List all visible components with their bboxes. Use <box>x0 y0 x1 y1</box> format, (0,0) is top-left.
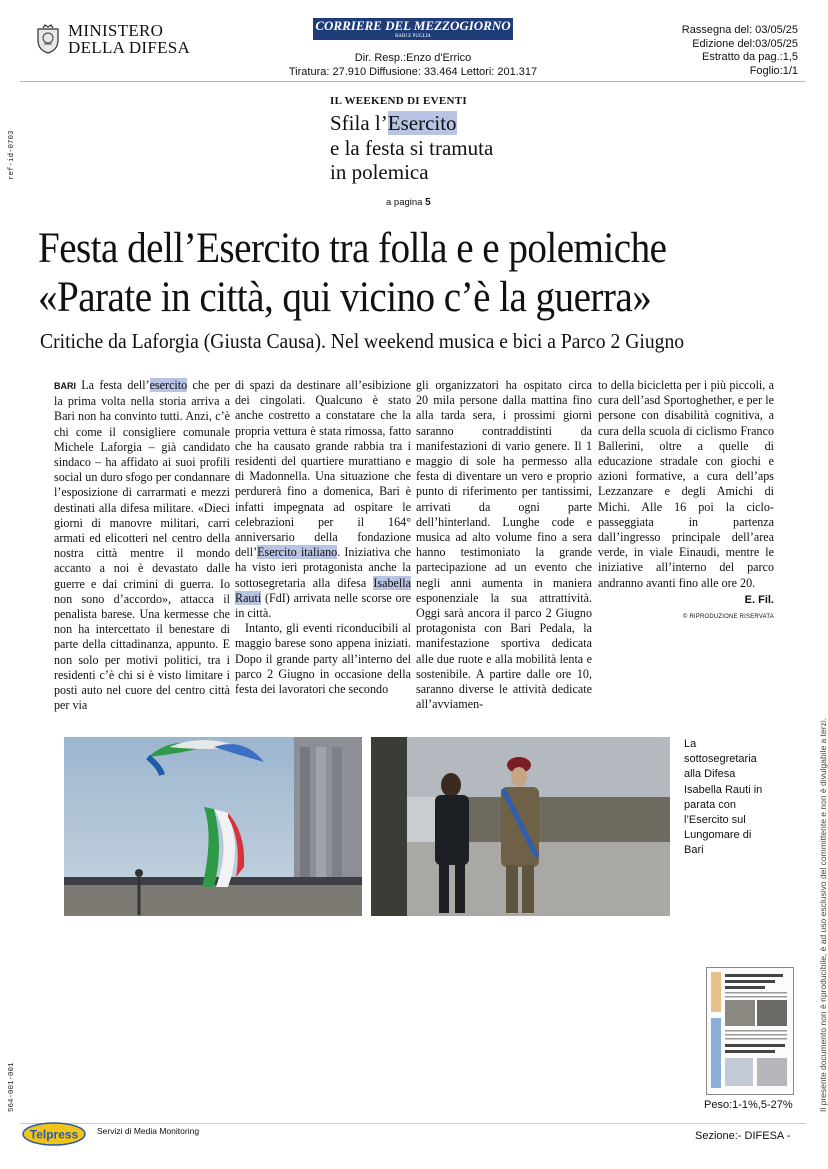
article-title-line1: Festa dell’Esercito tra folla e e polemiche <box>38 225 667 272</box>
page-thumbnail <box>706 967 794 1095</box>
photo-parachute-flag <box>64 737 362 916</box>
ministry-name <box>68 22 190 56</box>
teaser-headline <box>330 111 560 185</box>
masthead-subtitle: BARI E PUGLIA <box>395 34 431 39</box>
footer-divider <box>20 1123 806 1124</box>
page-reference <box>386 197 431 208</box>
meta-rassegna: Rassegna del: 03/05/25 <box>681 24 798 36</box>
c2-paragraph-2: Intanto, gli eventi riconducibili al maggio barese sono appena iniziati. Dopo il grande party all’interno del parco 2 Giugno in occasione della festa dei lavoratori che secondo <box>235 621 411 697</box>
c2-text-b: . Iniziativa che ha visto ieri protagonista anche la sottosegretaria alla difesa <box>235 545 411 590</box>
ministry-line2: DELLA DIFESA <box>68 38 191 57</box>
masthead-title: CORRIERE DEL MEZZOGIORNO <box>315 18 511 33</box>
c2-text-c: (FdI) arrivata nelle scorse ore in città. <box>235 590 411 621</box>
doc-id-label: 564-001-001 <box>8 1062 16 1112</box>
c4-text: to della bicicletta per i più piccoli, a cura dell’asd Sportoghether, e per le persone con disabilità cognitiva, a cura della scuola di ciclismo Franco Ballerini, oltre a quelle di educazione stradale con giochi e azioni formative, a cura dell’aps Lezzanzare e degli Amichi di Michi. Alle 16 poi la ciclo-passeggiata in partenza dall’ingresso principale dell’area verde, in viale Einaudi, mentre le iniziative all’interno del parco andranno avanti fino alle ore 20. <box>598 378 774 590</box>
page-reference-label: a pagina <box>386 197 423 208</box>
highlight-esercito-italiano: Esercito italiano <box>257 545 338 560</box>
ref-id-label: ref-id-0703 <box>8 130 16 180</box>
article-subtitle: Critiche da Laforgia (Giusta Causa). Nel weekend musica e bici a Parco 2 Giugno <box>40 329 685 353</box>
teaser-line2: e la festa si tramuta <box>330 135 494 160</box>
c2-paragraph-1 <box>235 378 411 621</box>
article-column-2 <box>235 378 411 697</box>
c2-text-a: di spazi da destinare all’esibizione dei cingolati. Qualcuno è stato anche costretto a constatare che la propria vettura è stata rimossa, fatto che ha causato grande rabbia tra i residenti del quartiere murattiano e di Madonnella. Una situazione che perdurerà fino a domenica, Bari è infatti impegnata ad ospitare le celebrazioni per il 164° anniversario della fondazione dell’ <box>235 378 411 560</box>
section-label: Sezione:- DIFESA - <box>695 1130 791 1142</box>
highlight-isabella-rauti: Isabella Rauti <box>235 575 411 605</box>
header-divider <box>20 81 806 82</box>
svg-text:Telpress: Telpress <box>29 1127 79 1142</box>
photo-rauti-parade <box>371 737 670 916</box>
article-title-line2: «Parate in città, qui vicino c’è la guerra» <box>38 274 652 321</box>
ministry-line1: MINISTERO <box>68 21 164 40</box>
highlight-esercito-body: esercito <box>149 378 188 392</box>
circulation-line: Tiratura: 27.910 Diffusione: 33.464 Lettori: 201.317 <box>288 66 538 78</box>
article-column-4 <box>598 378 774 625</box>
article-column-3: gli organizzatori ha ospitato circa 20 mila persone dalla mattina fino alla tarda sera, i prossimi giorni saranno contraddistinti da manifestazioni di vario genere. Il 1 maggio di sole ha permesso alla festa di diventare un vero e proprio punto di riferimento per tantissimi, arrivati da ogni parte dell’hinterland. Lunghe code e musica ad alto volume fino a sera hanno testimoniato la grande partecipazione ad un evento che negli anni aumenta in maniera esponenziale la sua attrattività. Oggi sarà ancora il parco 2 Giugno protagonista con Bari Pedala, la manifestazione sportiva dedicata alle due ruote e alla mobilità lenta e sostenibile. A partire dalle ore 10, saranno diverse le attività dedicate all’avviamen- <box>416 378 592 712</box>
rights-notice: © RIPRODUZIONE RISERVATA <box>682 614 774 621</box>
teaser-line3: in polemica <box>330 160 429 184</box>
director-line: Dir. Resp.:Enzo d'Errico <box>354 52 472 64</box>
ministry-emblem-icon <box>34 24 62 54</box>
meta-edizione: Edizione del:03/05/25 <box>692 37 798 50</box>
article-column-1 <box>54 378 230 713</box>
peso-label: Peso:1-1%,5-27% <box>704 1099 793 1111</box>
reproduction-notice: Il presente documento non è riproducibile, è ad uso esclusivo del committente e non è divulgabile a terzi. <box>818 717 828 1112</box>
telpress-logo <box>22 1122 86 1146</box>
teaser-kicker: IL WEEKEND DI EVENTI <box>330 95 467 107</box>
newspaper-masthead <box>313 18 513 40</box>
page-reference-number: 5 <box>425 197 431 208</box>
meta-foglio: Foglio:1/1 <box>749 64 798 77</box>
c1-text-a: La festa dell’ <box>76 378 150 392</box>
meta-estratto: Estratto da pag.:1,5 <box>701 51 798 64</box>
teaser-line1 <box>330 111 560 136</box>
c1-text-b: che per la prima volta nella storia arriva a Bari non ha convinto tutti. Anzi, c’è chi come il consigliere comunale Michele Laforgia – già candidato sindaco – ha affidato ai suoi profili social un duro sfogo per condannare l’esposizione di carrarmati e mezzi destinati alla difesa militare. «Dieci giorni di manovre militari, carri armati ed elicotteri nel centro della nostra città mentre il mondo accanto a noi è devastato dalle guerre e dai crimini di guerra. Io non sono d’accordo», attacca il penalista barese. Una kermesse che non ha intercettato il benestare di parte della cittadinanza, appunto. E non solo per motivi politici, tra i residenti c’è chi si è visto limitare i posti auto nel cuore del centro città per via <box>54 378 230 713</box>
dateline: BARI <box>54 381 76 391</box>
teaser-line1-text: Sfila l’ <box>330 111 388 135</box>
photo-caption: La sottosegretaria alla Difesa Isabella Rauti in parata con l’Esercito sul Lungomare di Bari <box>684 738 763 857</box>
media-monitoring-label: Servizi di Media Monitoring <box>97 1126 200 1136</box>
author-signature: E. Fil. <box>744 593 774 606</box>
highlight-esercito: Esercito <box>387 111 457 135</box>
press-review-meta <box>682 24 798 78</box>
